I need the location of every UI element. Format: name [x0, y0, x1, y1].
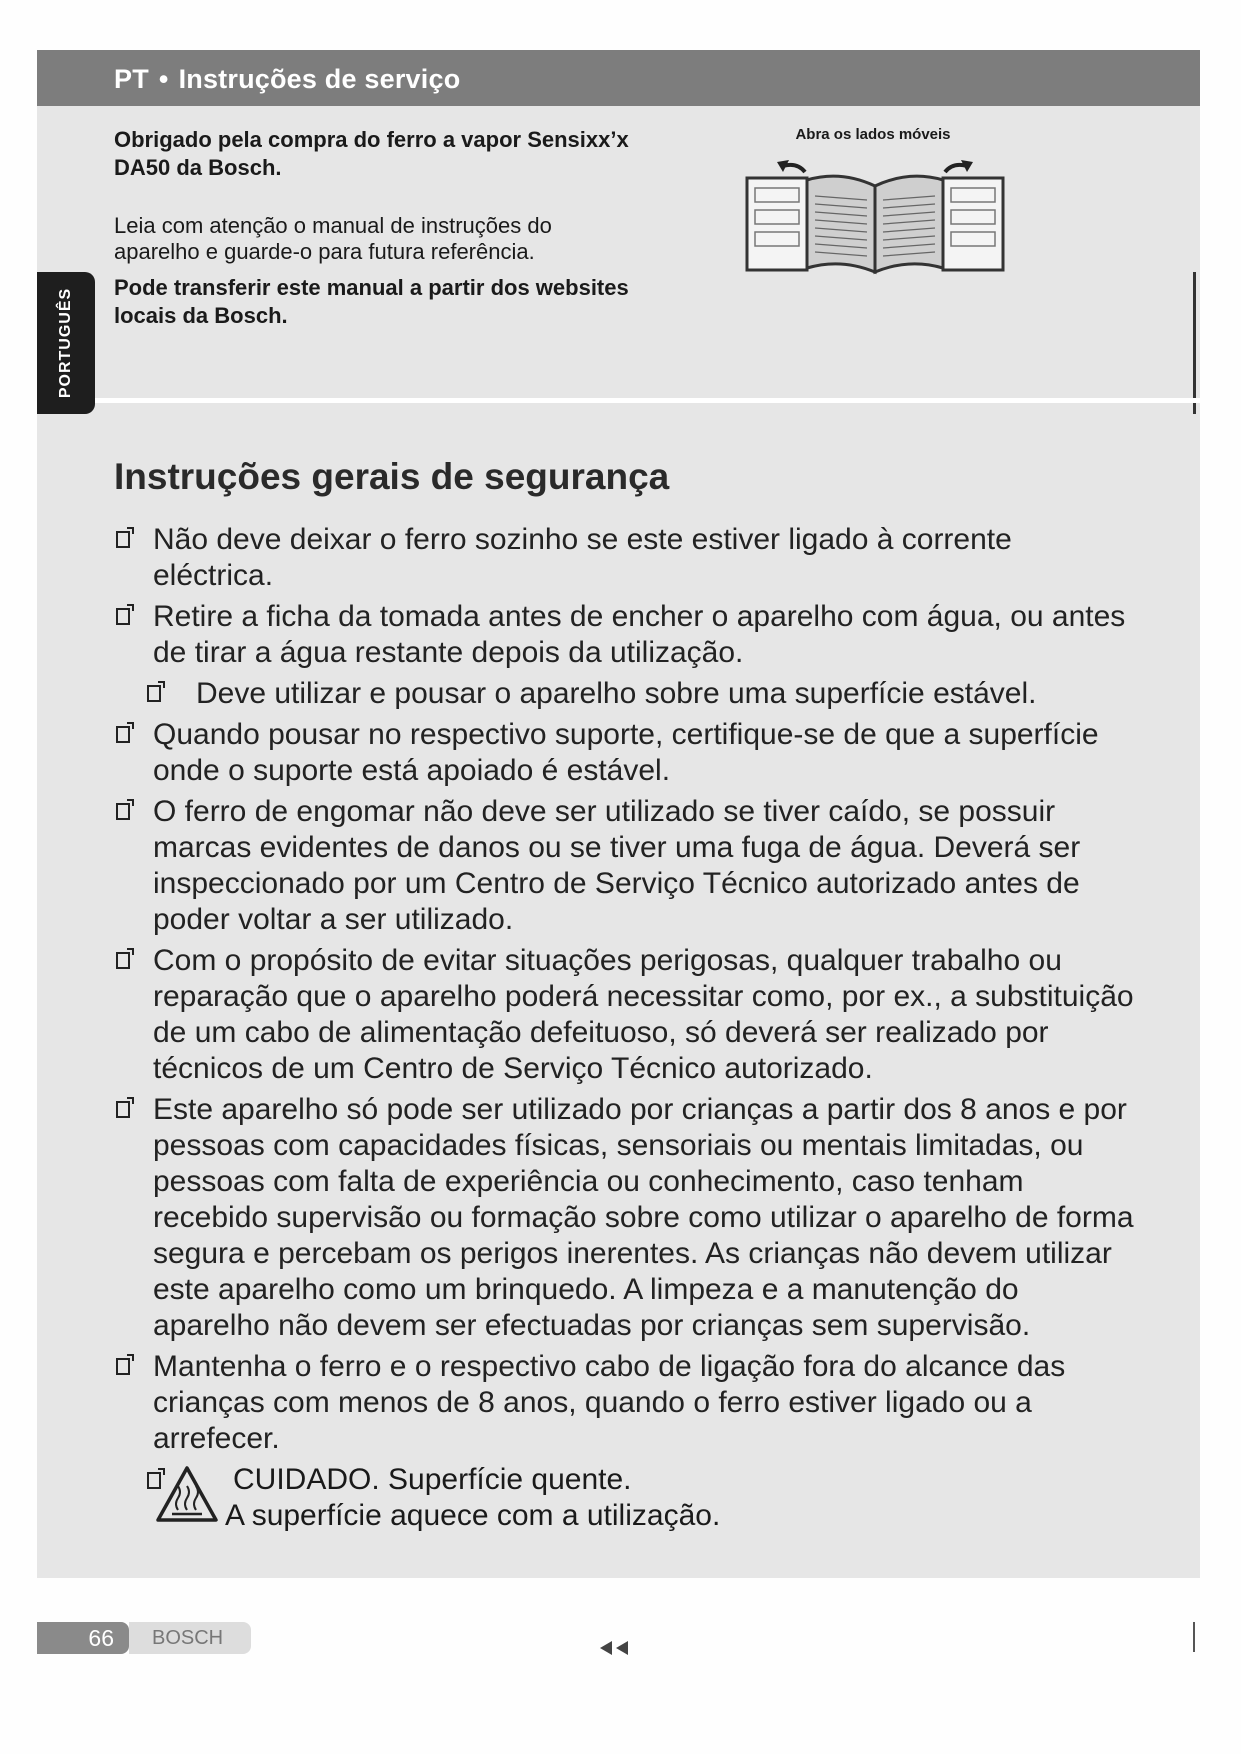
hot-surface-warning: [114, 1462, 1134, 1540]
safety-item: O ferro de engomar não deve ser utilizado se tiver caído, se possuir marcas evidentes de danos ou se tiver uma fuga de água. Deverá ser inspeccionado por um Centro de Serviço Técnico autorizado antes de poder voltar a ser utilizado.: [114, 794, 1134, 938]
page-number: 66: [37, 1622, 129, 1654]
intro-read-manual-text: Leia com atenção o manual de instruções do aparelho e guarde-o para futura referência.: [114, 213, 552, 264]
intro-thanks-text: Obrigado pela compra do ferro a vapor Sensixx’x DA50 da Bosch.: [114, 127, 629, 180]
warning-caution-text: CUIDADO. Superfície quente.: [233, 1463, 632, 1496]
checkbox-bullet-icon: [116, 608, 130, 625]
language-tab-label: PORTUGUÊS: [57, 287, 74, 399]
open-manual-icon: [745, 150, 1005, 280]
intro-download-text: Pode transferir este manual a partir dos websites locais da Bosch.: [114, 275, 629, 328]
warning-detail-text: A superfície aquece com a utilização.: [225, 1499, 721, 1532]
safety-item: Deve utilizar e pousar o aparelho sobre uma superfície estável.: [114, 676, 1134, 712]
language-side-tab: [37, 272, 95, 414]
checkbox-bullet-icon: [116, 952, 130, 969]
header-title-text: Instruções de serviço: [178, 64, 461, 94]
checkbox-bullet-icon: [116, 1101, 130, 1118]
illustration-caption: Abra os lados móveis: [795, 126, 951, 143]
edge-marker: [1193, 272, 1196, 414]
safety-item: Quando pousar no respectivo suporte, certifique-se de que a superfície onde o suporte está apoiado é estável.: [114, 717, 1134, 789]
safety-item: Não deve deixar o ferro sozinho se este estiver ligado à corrente eléctrica.: [114, 522, 1134, 594]
hot-surface-warning-icon: [154, 1464, 220, 1524]
footer-brand: BOSCH: [129, 1622, 251, 1654]
safety-item: Retire a ficha da tomada antes de encher o aparelho com água, ou antes de tirar a água restante depois da utilização.: [114, 599, 1134, 671]
footer-edge-marker: [1193, 1622, 1195, 1652]
checkbox-bullet-icon: [116, 803, 130, 820]
section-divider: [95, 398, 1200, 403]
safety-item: Com o propósito de evitar situações perigosas, qualquer trabalho ou reparação que o aparelho poderá necessitar como, por ex., a substituição de um cabo de alimentação defeituoso, só deverá ser realizado por técnicos de um Centro de Serviço Técnico autorizado.: [114, 943, 1134, 1087]
safety-instructions-list: [114, 522, 1134, 1540]
checkbox-bullet-icon: [116, 1358, 130, 1375]
safety-section-title: Instruções gerais de segurança: [114, 456, 670, 497]
safety-item: Este aparelho só pode ser utilizado por crianças a partir dos 8 anos e por pessoas com capacidades físicas, sensoriais ou mentais limitadas, ou pessoas com falta de experiência ou conhecimento, caso tenham recebido supervisão ou formação sobre como utilizar o aparelho de forma segura e percebam os perigos inerentes. As crianças não devem utilizar este aparelho como um brinquedo. A limpeza e a manutenção do aparelho não devem ser efectuadas por crianças sem supervisão.: [114, 1092, 1134, 1344]
header-lang-code: PT: [114, 64, 149, 94]
header-title: [114, 64, 460, 95]
checkbox-bullet-icon: [147, 685, 161, 702]
checkbox-bullet-icon: [116, 531, 130, 548]
header-separator: •: [158, 64, 169, 94]
previous-page-icon[interactable]: [600, 1640, 634, 1656]
safety-item: Mantenha o ferro e o respectivo cabo de ligação fora do alcance das crianças com menos de 8 anos, quando o ferro estiver ligado ou a arrefecer.: [114, 1349, 1134, 1457]
checkbox-bullet-icon: [116, 726, 130, 743]
